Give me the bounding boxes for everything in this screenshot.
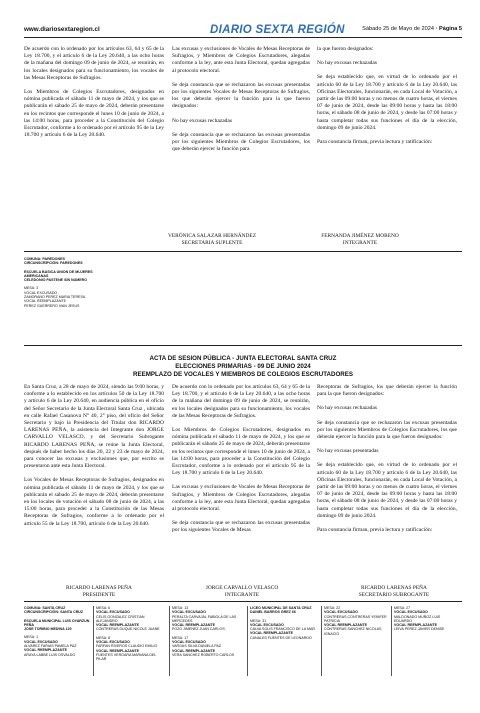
newspaper-brand: DIARIO SEXTA REGIÓN <box>210 24 345 36</box>
paragraph: De acuerdo con lo ordenado por los artículos 63, 64 y 65 de la Ley 18.700, y el artículo 6 de la Ley 20.640, a las ocho horas de la mañana del domingo 09 de junio de 2024, se reunirán, en los locales designados para su funcionamiento, los vocales de las Mesas Receptoras de Sufragios. <box>24 46 164 81</box>
list-line: CELEDONIO PASTENE SIN NUMERO <box>24 278 88 283</box>
list-line: MALDONADO MUÑOZ LUIS EDUARDO <box>394 614 441 623</box>
list-line: CALVA SOLIS FRANCISCO DE LA MAR <box>250 627 315 632</box>
list-line: ESCUELA MUNICIPAL LUIS OYARZUN PEÑA <box>24 618 90 627</box>
column-rule <box>321 606 322 676</box>
list-line: ZAMORANO PEREZ MARIA TERESA <box>24 295 86 300</box>
column-rule <box>169 606 170 676</box>
list-line: VOCAL EXCUSADO <box>394 610 428 615</box>
vocal-list-column <box>24 606 90 657</box>
signature-block <box>180 585 304 599</box>
section-divider <box>24 601 462 602</box>
paragraph: No hay excusas rechazadas <box>317 60 378 67</box>
vocal-list-column <box>96 606 166 662</box>
list-line: MESA: 3 <box>24 286 39 291</box>
site-url[interactable]: www.diariosextaregion.cl <box>24 26 100 33</box>
signatory-name: VERÓNICA SALAZAR HERNÁNDEZ <box>167 233 257 239</box>
paragraph: Los Miembros de Colegios Escrutadores, designados en nómina publicada el sábado 11 de mayo de 2024, y los que se publicarán el sábado 25 de mayo de 2024, deberán presentarse en los recintos que corresponde el lunes 10 de junio de 2024, a las 14:00 horas, para proceder a la Constitución del Colegio Escrutador, conforme a lo ordenado por el artículo 95 de la Ley 18.700 y artículo 6 de la Ley 20.640. <box>24 89 164 139</box>
acta-title-line: ELECCIONES PRIMARIAS - 09 DE JUNIO 2024 <box>175 363 311 370</box>
paragraph: Para constancia firman, previa lectura y ratificación: <box>317 527 433 534</box>
bottom-column-1 <box>24 384 164 535</box>
paragraph: Se deja constancia que se rechazaron las excusas presentadas por los siguientes Vocales de Mesas <box>172 520 310 534</box>
paragraph: No hay excusas rechazadas <box>172 117 233 124</box>
list-line: CONTRERAS SANCHEZ NICOLAS IGNACIO <box>324 627 382 636</box>
list-line: JOSE TORIBIO MEDINA 129 <box>24 627 72 632</box>
paragraph: Se deja constancia que se rechazaron las excusas presentadas por los siguientes Vocales de Mesas Receptoras de Sufragios, los que deberán ejercer la función para la que fueron designados: <box>172 81 310 110</box>
section-divider <box>24 345 462 346</box>
paragraph: Los Vocales de Mesas Receptoras de Sufragios, designados en nómina publicada el sábado 11 de mayo de 2024, y los que se publicarán el sábado 25 de mayo de 2024, deberán presentarse en los locales de votación el sábado 08 de junio de 2024, a las 15:00 horas, para proceder a la Constitución de las Mesas Receptoras de Sufragios, conforme a lo ordenado por el artículo 55 de la Ley 18.700, artículo 6 de la Ley 20.640. <box>24 477 164 527</box>
signatory-role: SECRETARIO SUBROGANTE <box>358 592 430 598</box>
paragraph: Receptoras de Sufragios, los que deberán ejercer la función para la que fueron designados: <box>317 384 457 398</box>
list-line: VOCAL REEMPLAZANTE <box>394 623 438 628</box>
column-rule <box>391 606 392 676</box>
list-line: VOCAL REEMPLAZANTE <box>250 631 294 636</box>
list-line: VOCAL REEMPLAZANTE <box>172 623 216 628</box>
list-line: VOCAL REEMPLAZANTE <box>172 648 216 653</box>
vocal-list-paredones <box>24 257 144 308</box>
signatory-role: SECRETARIA SUPLENTE <box>181 240 243 246</box>
vocal-list-column <box>324 606 388 636</box>
paragraph: No hay excusas presentadas <box>317 448 379 455</box>
paragraph: Para constancia firman, previa lectura y ratificación: <box>317 139 433 146</box>
top-column-3 <box>317 46 457 153</box>
paragraph: la que fueron designados: <box>317 46 374 52</box>
list-line: VOCAL EXCUSADO <box>172 640 206 645</box>
bottom-column-3 <box>317 384 457 541</box>
vocal-list-column <box>394 606 458 632</box>
list-line: MESA: 13 <box>172 606 189 610</box>
list-line: VOCAL EXCUSADO <box>250 622 284 627</box>
list-line: CIRCUNSCRIPCIÓN: SANTA CRUZ <box>24 610 84 615</box>
list-line: FARFAN RIVEROS CLAUDIO EMILIO <box>96 644 158 649</box>
paragraph: Las excusas y exclusiones de Vocales de Mesas Receptoras de Sufragios, y Miembros de Colegios Escrutadores, alegadas conforme a la ley, ante esta Junta Electoral, quedan agregadas al protocolo electoral. <box>172 484 310 513</box>
list-line: LEIVA PEREZ JAVIER DENISE <box>394 627 445 632</box>
signatory-role: PRESIDENTE <box>82 592 116 598</box>
list-line: CIRCUNSCRIPCIÓN: PAREDONES <box>24 261 83 266</box>
paragraph: No hay excusas rechazadas <box>317 405 378 412</box>
list-line: COMUNA: SANTA CRUZ <box>24 606 66 610</box>
top-column-2 <box>172 46 310 153</box>
list-line: CANALES FUENTES DE LEONARDO <box>250 635 312 640</box>
list-line: VOCAL REEMPLAZANTE <box>24 299 67 304</box>
list-line: MESA: 1 <box>24 635 39 640</box>
acta-title <box>24 355 462 379</box>
bottom-column-2 <box>172 384 310 535</box>
issue-date: Sábado 25 de Mayo de 2024 · Página 5 <box>362 26 462 32</box>
list-line: VOCAL REEMPLAZANTE <box>96 648 140 653</box>
list-line: MESA: 31 <box>250 618 267 623</box>
paragraph: De acuerdo con lo ordenado por los artículos 63, 64 y 65 de la Ley 18.700, y el artículo 6 de la Ley 20.640, a las ocho horas de la mañana del domingo 09 de junio de 2024, se reunirán, en los locales designados para su funcionamiento, los vocales de las Mesas Receptoras de Sufragios. <box>172 384 310 419</box>
signature-block <box>298 233 422 247</box>
list-line: CONTRERAS DUQUE NICOLE JUANE <box>96 627 160 632</box>
acta-title-line: REEMPLAZO DE VOCALES Y MIEMBROS DE COLEGIOS ESCRUTADORES <box>132 371 354 378</box>
list-line: POZO JIMENEZ JUAN CARLOS <box>172 627 225 632</box>
paragraph: Los Miembros de Colegios Escrutadores, designados en nómina publicada el sábado 11 de mayo de 2024, y los que se publicarán el sábado 25 de mayo de 2024, deberán presentarse en los recintos que corresponde el lunes 10 de junio de 2024, a las 14:00 horas, para proceder a la Constitución del Colegio Escrutador, conforme a lo ordenado por el artículo 95 de la Ley 18.700 y artículo 6 de la Ley 20.640. <box>172 427 310 477</box>
list-line: MESA: 27 <box>394 606 411 610</box>
list-line: VARGAS SILVA DANIELA PAZ <box>172 644 222 649</box>
list-line: VOCAL REEMPLAZANTE <box>96 623 140 628</box>
paragraph: Se deja constancia que se rechazaron las excusas presentadas por los siguientes Miembros de Colegios Escrutadores, los que deberán ejercer la función para la que fueron designados: <box>317 419 457 441</box>
list-line: VERA SANCHEZ ROBERTO CARLOS <box>172 652 235 657</box>
signatory-role: INTEGRANTE <box>224 592 260 598</box>
list-line: MESA: 17 <box>172 635 189 640</box>
list-line: VOCAL EXCUSADO <box>324 610 358 615</box>
list-line: VOCAL EXCUSADO <box>24 639 58 644</box>
list-line: VOCAL EXCUSADO <box>24 290 58 295</box>
list-line: VOCAL REEMPLAZANTE <box>324 623 368 628</box>
list-line: CELIS GONZALEZ CRISTIAN ALEJANDRO <box>96 614 145 623</box>
paragraph: Se deja establecido que, en virtud de lo ordenado por el artículo 60 de la Ley 18.700 y artículo 6 de la Ley 20.640, las Oficinas Electorales, funcionarán, en cada Local de Votación, a partir de las 09:00 horas y no menos de cuatro horas, el viernes 07 de junio de 2024, desde las 09:00 horas y hasta las 18:00 horas, el sábado 08 de junio de 2024, y desde las 07:00 horas y hasta completar todas sus funciones el día de la elección, domingo 09 de junio 2024. <box>317 462 457 519</box>
paragraph: Se deja establecido que, en virtud de lo ordenado por el artículo 60 de la Ley 18.700 y artículo 6 de la Ley 20.640, las Oficinas Electorales, funcionarán, en cada Local de Votación, a partir de las 09:00 horas y no menos de cuatro horas, el viernes 07 de junio de 2024, desde las 09:00 horas y hasta las 18:00 horas, el sábado 08 de junio de 2024, y desde las 07:00 horas y hasta completar todas sus funciones el día de la elección, domingo 09 de junio 2024. <box>317 74 457 131</box>
list-line: AMERICANAS <box>24 273 49 278</box>
vocal-list-column <box>172 606 244 657</box>
list-line: VOCAL REEMPLAZANTE <box>24 648 68 653</box>
paragraph: Las excusas y exclusiones de Vocales de Mesas Receptoras de Sufragios, y Miembros de Colegios Escrutadores, alegadas conforme a la ley, ante esta Junta Electoral, quedan agregadas al protocolo electoral. <box>172 46 310 74</box>
list-line: CONTRERAS CONTRERAS YENIFER PATRICIA <box>324 614 387 623</box>
section-divider <box>24 251 462 252</box>
signatory-name: RICARDO LARENAS PEÑA <box>361 585 427 591</box>
list-line: FUENTES VERGARA MARIANA DEL PILAR <box>96 652 157 662</box>
paragraph: En Santa Cruz, a 28 de mayo de 2024, siendo las 9:00 horas, y conforme a lo establecido en los artículos 50 de la Ley 18.700 y artículo 6 de la Ley 20.640, en audiencia pública en el oficio del Señor Secretario de la Junta Electoral Santa Cruz , ubicada en calle Rafael Casanova N° 40, 2° piso, del oficio del Señor Secretario y bajo la Presidencia del Titular don RICARDO LARENAS PEÑA, la asistencia del Integrante don JORGE CARVALLO VELASCO, y del Secretario Subrogante RICARDO LARENAS PEÑA, se reúne la Junta Electoral, después de haber hecho los días 20, 22 y 23 de mayo de 2024, para conocer las excusas y exclusiones que, por escrito se presentaron ante esta Junta Electoral. <box>24 384 164 470</box>
list-line: DANIEL BARROS GREZ 66 <box>250 610 296 615</box>
signatory-name: JORGE CARVALLO VELASCO <box>205 585 279 591</box>
signatory-name: RICARDO LARENAS PEÑA <box>66 585 132 591</box>
list-line: PEREZ GUERRERO IVAN JESUS <box>24 303 80 308</box>
list-line: VOCAL EXCUSADO <box>96 610 130 615</box>
list-line: MESA: 22 <box>324 606 341 610</box>
list-line: ESCUELA BASICA UNION DE MUJERES <box>24 269 93 274</box>
list-line: VOCAL EXCUSADO <box>172 610 206 615</box>
signatory-name: FERNANDA JIMÉNEZ MORENO <box>321 233 399 239</box>
acta-title-line: ACTA DE SESION PÚBLICA - JUNTA ELECTORAL SANTA CRUZ <box>149 355 337 362</box>
signatory-role: INTEGRANTE <box>342 240 378 246</box>
list-line: ALVAREZ FARIAS PAMELA PAZ <box>24 644 77 649</box>
column-rule <box>247 606 248 676</box>
list-line: COMUNA: PAREDONES <box>24 257 65 261</box>
list-line: MESA: 8 <box>96 635 111 640</box>
signature-block <box>332 585 456 599</box>
list-line: PERALTA CARVAJAL FABIOLA DE LAS MERCEDES <box>172 614 237 623</box>
paragraph: Se deja constancia que se rechazaron las excusas presentadas por los siguientes Miembros de Colegios Escrutadores, los que deberán ejercer la función para <box>172 131 310 153</box>
signature-block <box>40 585 158 599</box>
list-line: ARAYA LABBE LUIS OSVALDO <box>24 652 76 657</box>
list-line: LICEO MUNICIPAL DE SANTA CRUZ <box>250 606 312 610</box>
column-rule <box>93 606 94 676</box>
vocal-list-column <box>250 606 318 640</box>
top-column-1 <box>24 46 164 146</box>
page-header <box>24 24 462 38</box>
list-line: MESA: 6 <box>96 606 111 610</box>
signature-block <box>150 233 274 247</box>
list-line: VOCAL EXCUSADO <box>96 640 130 645</box>
